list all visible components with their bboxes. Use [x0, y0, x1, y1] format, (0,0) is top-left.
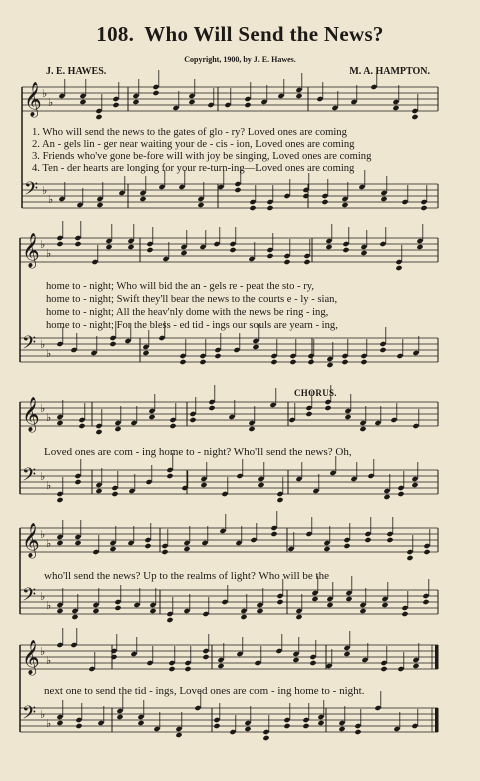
flat-sign-icon: ♭ [46, 718, 52, 730]
note-head [74, 241, 81, 247]
note-head [411, 482, 418, 488]
note-head [202, 654, 209, 660]
note-head [139, 196, 146, 202]
verse-4-line-2: home to - night; For the bless - ed tid - ings our souls are yearn - ing, [46, 320, 338, 331]
note-head [179, 359, 186, 365]
note-head [359, 608, 366, 614]
note-head [342, 247, 349, 253]
note-head [295, 93, 302, 99]
note-head [110, 654, 117, 660]
flat-sign-icon: ♭ [40, 709, 46, 721]
flat-sign-icon: ♭ [40, 529, 46, 541]
copyright-notice: Copyright, 1900, by J. E. Hawes. [184, 55, 296, 64]
note-head [395, 265, 402, 271]
note-head [146, 247, 153, 253]
hymn-title: Who Will Send the News? [144, 22, 384, 46]
note-head [168, 666, 175, 672]
note-head [95, 429, 102, 435]
flat-sign-icon: ♭ [46, 412, 52, 424]
note-head [166, 473, 173, 479]
note-head [74, 540, 81, 546]
bass-clef-icon: 𝄢 [22, 333, 37, 358]
flat-sign-icon: ♭ [46, 600, 52, 612]
note-head [380, 666, 387, 672]
note-head [105, 244, 112, 250]
note-head [92, 608, 99, 614]
note-head [234, 187, 241, 193]
note-head [56, 497, 63, 503]
note-head [338, 726, 345, 732]
flat-sign-icon: ♭ [40, 646, 46, 658]
note-head [321, 199, 328, 205]
treble-clef-icon: 𝄞 [22, 523, 40, 558]
note-head [416, 244, 423, 250]
note-head [386, 537, 393, 543]
note-head [249, 205, 256, 211]
note-head [283, 259, 290, 265]
chorus-line-1: Loved ones are com - ing home to - night? Who'll send the news? Oh, [44, 446, 352, 458]
note-head [262, 735, 269, 741]
flat-sign-icon: ♭ [40, 591, 46, 603]
flat-sign-icon: ♭ [40, 471, 46, 483]
flat-sign-icon: ♭ [46, 538, 52, 550]
note-head [199, 359, 206, 365]
note-head [359, 426, 366, 432]
note-head [256, 608, 263, 614]
flat-sign-icon: ♭ [40, 239, 46, 251]
note-head [397, 491, 404, 497]
note-head [303, 259, 310, 265]
treble-clef-icon: 𝄞 [24, 82, 42, 117]
composer-credit: M. A. HAMPTON. [349, 66, 430, 77]
note-head [345, 596, 352, 602]
note-head [197, 202, 204, 208]
note-head [169, 423, 176, 429]
treble-clef-icon: 𝄞 [22, 640, 40, 675]
hymn-number: 108. [96, 22, 135, 46]
note-head [344, 414, 351, 420]
note-head [229, 247, 236, 253]
verse-1-line-1: 1. Who will send the news to the gates of glo - ry? Loved ones are coming [32, 127, 347, 138]
verse-1-line-2: home to - night; Who will bid the an - gels re - peat the sto - ry, [46, 281, 315, 292]
final-bar-line [435, 708, 438, 732]
note-head [292, 657, 299, 663]
note-head [189, 417, 196, 423]
note-head [341, 359, 348, 365]
note-head [217, 663, 224, 669]
flat-sign-icon: ♭ [46, 248, 52, 260]
flat-sign-icon: ♭ [42, 88, 48, 100]
flat-sign-icon: ♭ [46, 655, 52, 667]
note-head [257, 482, 264, 488]
note-head [317, 720, 324, 726]
bass-clef-icon: 𝄢 [22, 465, 37, 490]
note-head [74, 479, 81, 485]
note-head [381, 602, 388, 608]
note-head [266, 205, 273, 211]
note-head [240, 614, 247, 620]
verse-3-line-1: 3. Friends who've gone be-fore will with joy be singing, Loved ones are coming [32, 151, 372, 162]
note-head [379, 347, 386, 353]
note-head [302, 723, 309, 729]
note-head [307, 359, 314, 365]
note-head [326, 602, 333, 608]
note-head [420, 205, 427, 211]
note-head [161, 549, 168, 555]
note-head [380, 196, 387, 202]
chorus-line-2: who'll send the news? Up to the realms of light? Who will be the [44, 570, 329, 582]
note-head [180, 250, 187, 256]
note-head [295, 614, 302, 620]
note-head [137, 720, 144, 726]
note-head [188, 99, 195, 105]
note-head [244, 102, 251, 108]
note-head [56, 241, 63, 247]
note-head [270, 359, 277, 365]
note-head [132, 99, 139, 105]
note-head [109, 341, 116, 347]
note-head [79, 99, 86, 105]
note-head [96, 202, 103, 208]
note-head [142, 350, 149, 356]
note-head [213, 723, 220, 729]
note-head [392, 105, 399, 111]
note-head [383, 494, 390, 500]
note-head [364, 537, 371, 543]
note-head [266, 253, 273, 259]
treble-clef-icon: 𝄞 [22, 233, 40, 268]
note-head [276, 599, 283, 605]
note-head [270, 531, 277, 537]
lyricist-credit: J. E. HAWES. [46, 66, 107, 77]
note-head [276, 497, 283, 503]
note-head [71, 614, 78, 620]
flat-sign-icon: ♭ [46, 348, 52, 360]
note-head [114, 426, 121, 432]
note-head [166, 617, 173, 623]
note-head [111, 491, 118, 497]
note-head [325, 244, 332, 250]
note-head [152, 90, 159, 96]
note-head [309, 660, 316, 666]
note-head [148, 414, 155, 420]
note-head [112, 102, 119, 108]
note-head [56, 420, 63, 426]
note-head [214, 353, 221, 359]
flat-sign-icon: ♭ [40, 403, 46, 415]
note-head [144, 543, 151, 549]
note-head [406, 555, 413, 561]
note-head [423, 549, 430, 555]
note-head [412, 663, 419, 669]
note-head [183, 546, 190, 552]
note-head [78, 423, 85, 429]
flat-sign-icon: ♭ [40, 339, 46, 351]
note-head [244, 726, 251, 732]
verse-3-line-2: home to - night; All the heav'nly dome with the news be ring - ing, [46, 307, 329, 318]
note-head [411, 114, 418, 120]
note-head [95, 488, 102, 494]
note-head [248, 426, 255, 432]
note-head [323, 546, 330, 552]
bass-clef-icon: 𝄢 [22, 585, 37, 610]
note-head [109, 546, 116, 552]
note-head [75, 723, 82, 729]
note-head [114, 605, 121, 611]
note-head [305, 411, 312, 417]
verse-2-line-1: 2. An - gels lin - ger near waiting your de - cis - ion, Loved ones are coming [32, 139, 355, 150]
note-head [56, 720, 63, 726]
note-head [343, 543, 350, 549]
note-head [324, 405, 331, 411]
note-head [326, 362, 333, 368]
note-head [302, 193, 309, 199]
note-head [289, 359, 296, 365]
note-head [341, 202, 348, 208]
flat-sign-icon: ♭ [48, 194, 54, 206]
flat-sign-icon: ♭ [46, 480, 52, 492]
bass-clef-icon: 𝄢 [24, 179, 39, 204]
flat-sign-icon: ♭ [48, 97, 54, 109]
note-head [56, 540, 63, 546]
note-head [422, 599, 429, 605]
flat-sign-icon: ♭ [42, 185, 48, 197]
verse-4-line-1: 4. Ten - der hearts are longing for your re-turn-ing—Loved ones are coming [32, 163, 355, 174]
note-head [116, 714, 123, 720]
bass-clef-icon: 𝄢 [22, 703, 37, 728]
note-head [95, 114, 102, 120]
note-head [149, 608, 156, 614]
note-head [360, 359, 367, 365]
note-head [343, 651, 350, 657]
note-head [360, 250, 367, 256]
note-head [401, 611, 408, 617]
note-head [311, 596, 318, 602]
note-head [252, 344, 259, 350]
note-head [127, 244, 134, 250]
chorus-line-3: next one to send the tid - ings, Loved ones are com - ing home to - night. [44, 685, 365, 697]
note-head [283, 723, 290, 729]
note-head [208, 405, 215, 411]
note-head [200, 482, 207, 488]
note-head [184, 666, 191, 672]
treble-clef-icon: 𝄞 [22, 397, 40, 432]
chorus-label: CHORUS. [294, 388, 337, 398]
note-head [56, 608, 63, 614]
note-head [175, 732, 182, 738]
final-bar-line [435, 645, 438, 669]
verse-2-line-2: home to - night; Swift they'll bear the news to the courts e - ly - sian, [46, 294, 338, 305]
note-head [354, 729, 361, 735]
